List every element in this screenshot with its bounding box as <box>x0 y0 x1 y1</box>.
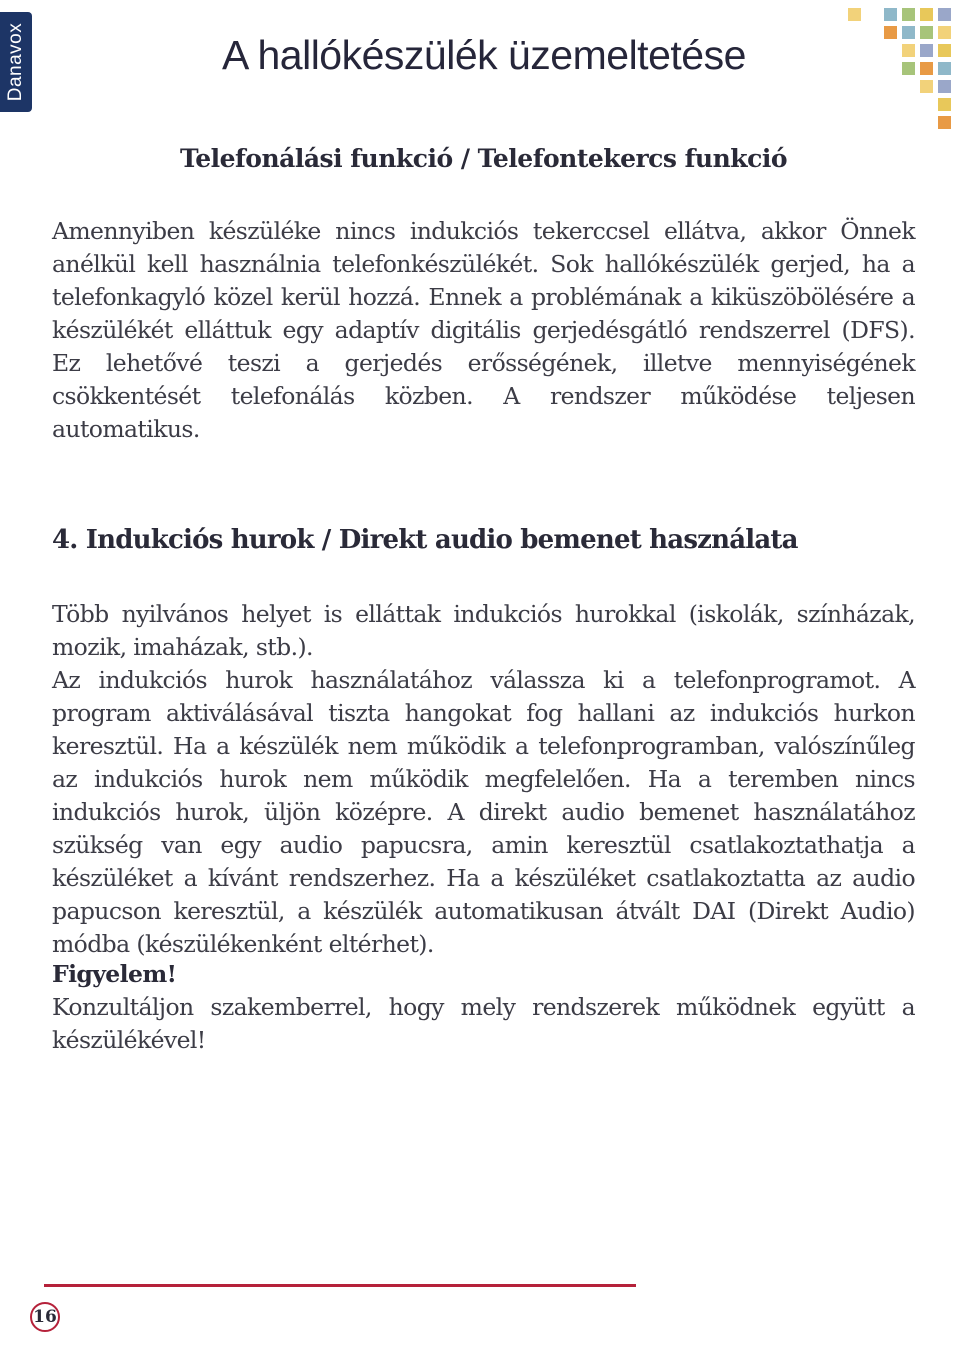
induction-paragraph-usage: Az indukciós hurok használatához válassza ki a telefonprogramot. A program aktiválásával tiszta hangokat fog hallani az indukciós hurkon keresztül. Ha a készülék nem működik a telefonprogramban, valószínűleg az indukciós hurok nem működik megfelelően. Ha a teremben nincs indukciós hurok, üljön középre. A direkt audio bemenet használatához szükség van egy audio papucsra, amin keresztül csatlakoztathatja a készüléket a kívánt rendszerhez. Ha a készüléket csatlakoztatta az audio papucson keresztül, a készülék automatikusan átvált DAI (Direkt Audio) módba (készülékenként eltérhet). <box>52 666 915 958</box>
mosaic-tile <box>902 26 915 39</box>
mosaic-tile <box>920 80 933 93</box>
brand-logo-text: Danavox <box>5 22 26 102</box>
mosaic-tile <box>938 98 951 111</box>
mosaic-tile <box>902 44 915 57</box>
mosaic-tile <box>884 8 897 21</box>
phone-paragraph: Amennyiben készüléke nincs indukciós tekerccsel ellátva, akkor Önnek anélkül kell használnia telefonkészülékét. Sok hallókészülék gerjed, ha a telefonkagyló közel kerül hozzá. Ennek a problémának a kiküszöbölésére a készülékét elláttuk egy adaptív digitális gerjedésgátló rendszerrel (DFS). Ez lehetővé teszi a gerjedés erősségének, illetve mennyiségének csökkentését telefonálás közben. A rendszer működése teljesen automatikus. <box>52 217 915 443</box>
mosaic-tile <box>920 44 933 57</box>
mosaic-tile <box>938 80 951 93</box>
warning-heading: Figyelem! <box>52 960 177 988</box>
induction-paragraph-intro: Több nyilvános helyet is elláttak indukciós hurokkal (iskolák, színházak, mozik, imaházak, stb.). <box>52 600 915 661</box>
warning-note <box>52 958 915 1057</box>
mosaic-tile <box>920 8 933 21</box>
section-title-induction: 4. Indukciós hurok / Direkt audio bemenet használata <box>52 525 798 555</box>
mosaic-tile <box>938 116 951 129</box>
mosaic-tile <box>938 62 951 75</box>
section-title-phone: Telefonálási funkció / Telefontekercs funkció <box>179 144 787 173</box>
mosaic-tile <box>938 44 951 57</box>
decorative-mosaic <box>848 8 960 132</box>
mosaic-tile <box>920 26 933 39</box>
mosaic-tile <box>938 26 951 39</box>
warning-text: Konzultáljon szakemberrel, hogy mely rendszerek működnek együtt a készülékével! <box>52 993 915 1054</box>
page-title: A hallókészülék üzemeltetése <box>222 32 746 78</box>
brand-tab <box>0 12 32 112</box>
page-number: 16 <box>30 1302 60 1332</box>
induction-section-body <box>52 598 915 961</box>
mosaic-tile <box>938 8 951 21</box>
mosaic-tile <box>884 26 897 39</box>
mosaic-tile <box>902 8 915 21</box>
footer-divider <box>44 1284 636 1287</box>
mosaic-tile <box>920 62 933 75</box>
mosaic-tile <box>902 62 915 75</box>
mosaic-tile <box>848 8 861 21</box>
